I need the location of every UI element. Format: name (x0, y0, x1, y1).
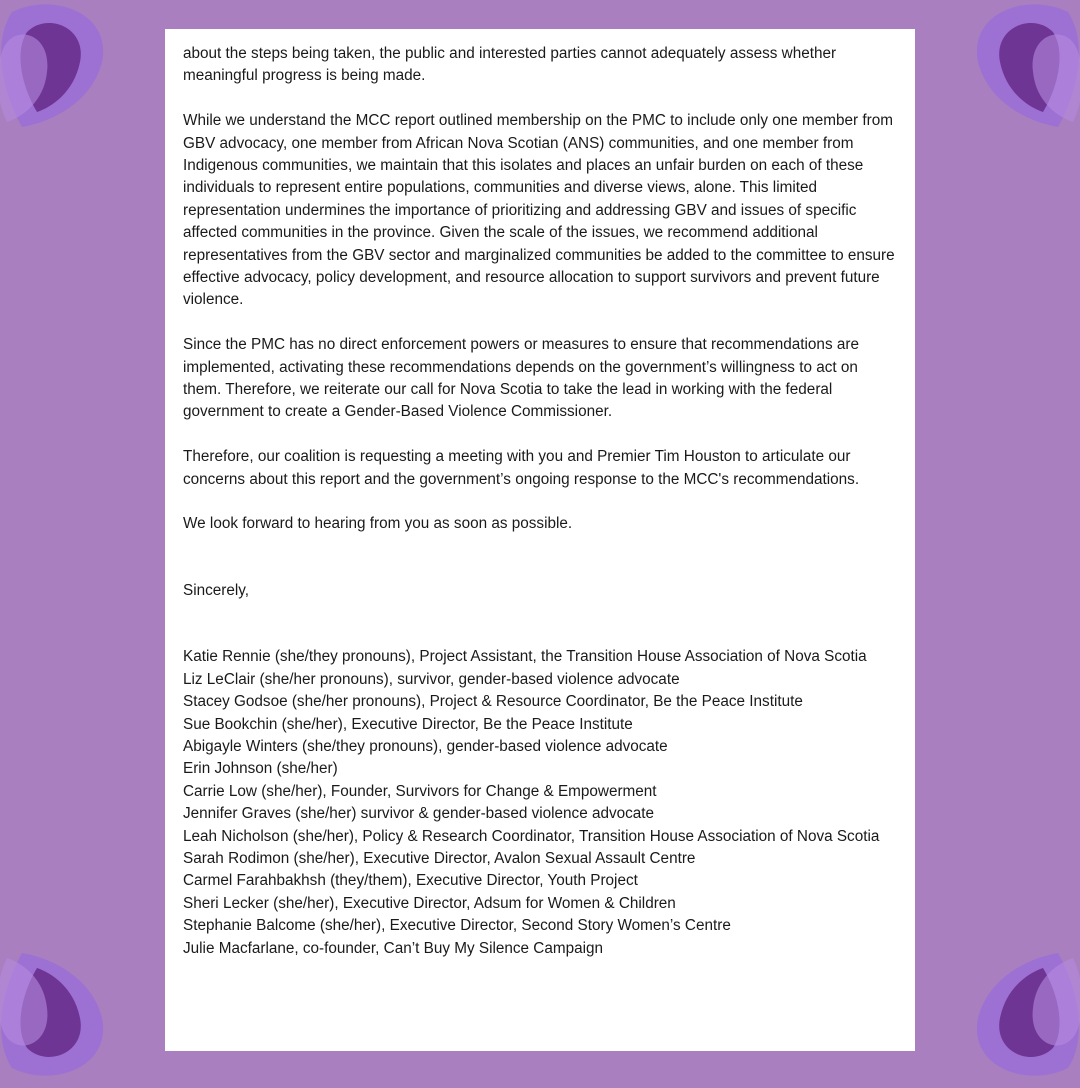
signatory: Sarah Rodimon (she/her), Executive Director, Avalon Sexual Assault Centre (183, 849, 696, 867)
letter-page (165, 29, 915, 1051)
signatory: Stacey Godsoe (she/her pronouns), Project & Resource Coordinator, Be the Peace Institute (183, 693, 803, 711)
signatory: Sue Bookchin (she/her), Executive Director, Be the Peace Institute (183, 715, 633, 733)
signatory-list (183, 646, 899, 960)
signatory: Leah Nicholson (she/her), Policy & Research Coordinator, Transition House Association of Nova Scotia (183, 827, 880, 845)
signatory: Carrie Low (she/her), Founder, Survivors for Change & Empowerment (183, 782, 657, 800)
letter-paragraph: While we understand the MCC report outlined membership on the PMC to include only one member from GBV advocacy, one member from African Nova Scotian (ANS) communities, and one member from Indigenous communities, we maintain that this isolates and places an unfair burden on each of these individuals to represent entire populations, communities and diverse views, alone. This limited representation undermines the importance of prioritizing and addressing GBV and issues of specific affected communities in the province. Given the scale of the issues, we recommend additional representatives from the GBV sector and marginalized communities be added to the committee to ensure effective advocacy, policy development, and resource allocation to support survivors and prevent future violence. (183, 112, 895, 309)
signatory: Carmel Farahbakhsh (they/them), Executive Director, Youth Project (183, 872, 638, 890)
letter-paragraph: Since the PMC has no direct enforcement powers or measures to ensure that recommendations are implemented, activating these recommendations depends on the government’s willingness to act on them. Therefore, we reiterate our call for Nova Scotia to take the lead in working with the federal government to create a Gender-Based Violence Commissioner. (183, 336, 859, 421)
heart-icon (0, 0, 132, 132)
signatory: Liz LeClair (she/her pronouns), survivor, gender-based violence advocate (183, 670, 680, 688)
letter-paragraph: Therefore, our coalition is requesting a meeting with you and Premier Tim Houston to articulate our concerns about this report and the government’s ongoing response to the MCC's recommendations. (183, 448, 860, 488)
signatory: Jennifer Graves (she/her) survivor & gender-based violence advocate (183, 805, 655, 823)
signatory: Abigayle Winters (she/they pronouns), gender-based violence advocate (183, 737, 668, 755)
signatory: Erin Johnson (she/her) (183, 760, 338, 778)
signatory: Sheri Lecker (she/her), Executive Director, Adsum for Women & Children (183, 894, 676, 912)
signatory: Stephanie Balcome (she/her), Executive Director, Second Story Women’s Centre (183, 917, 731, 935)
letter-closing: Sincerely, (183, 581, 250, 599)
heart-icon (948, 0, 1080, 132)
letter-paragraph: about the steps being taken, the public and interested parties cannot adequately assess whether meaningful progress is being made. (183, 45, 837, 85)
heart-icon (948, 948, 1080, 1088)
signatory: Julie Macfarlane, co-founder, Can’t Buy My Silence Campaign (183, 939, 604, 957)
signatory: Katie Rennie (she/they pronouns), Project Assistant, the Transition House Association of Nova Scotia (183, 648, 867, 666)
heart-icon (0, 948, 132, 1088)
letter-paragraph: We look forward to hearing from you as soon as possible. (183, 515, 573, 533)
